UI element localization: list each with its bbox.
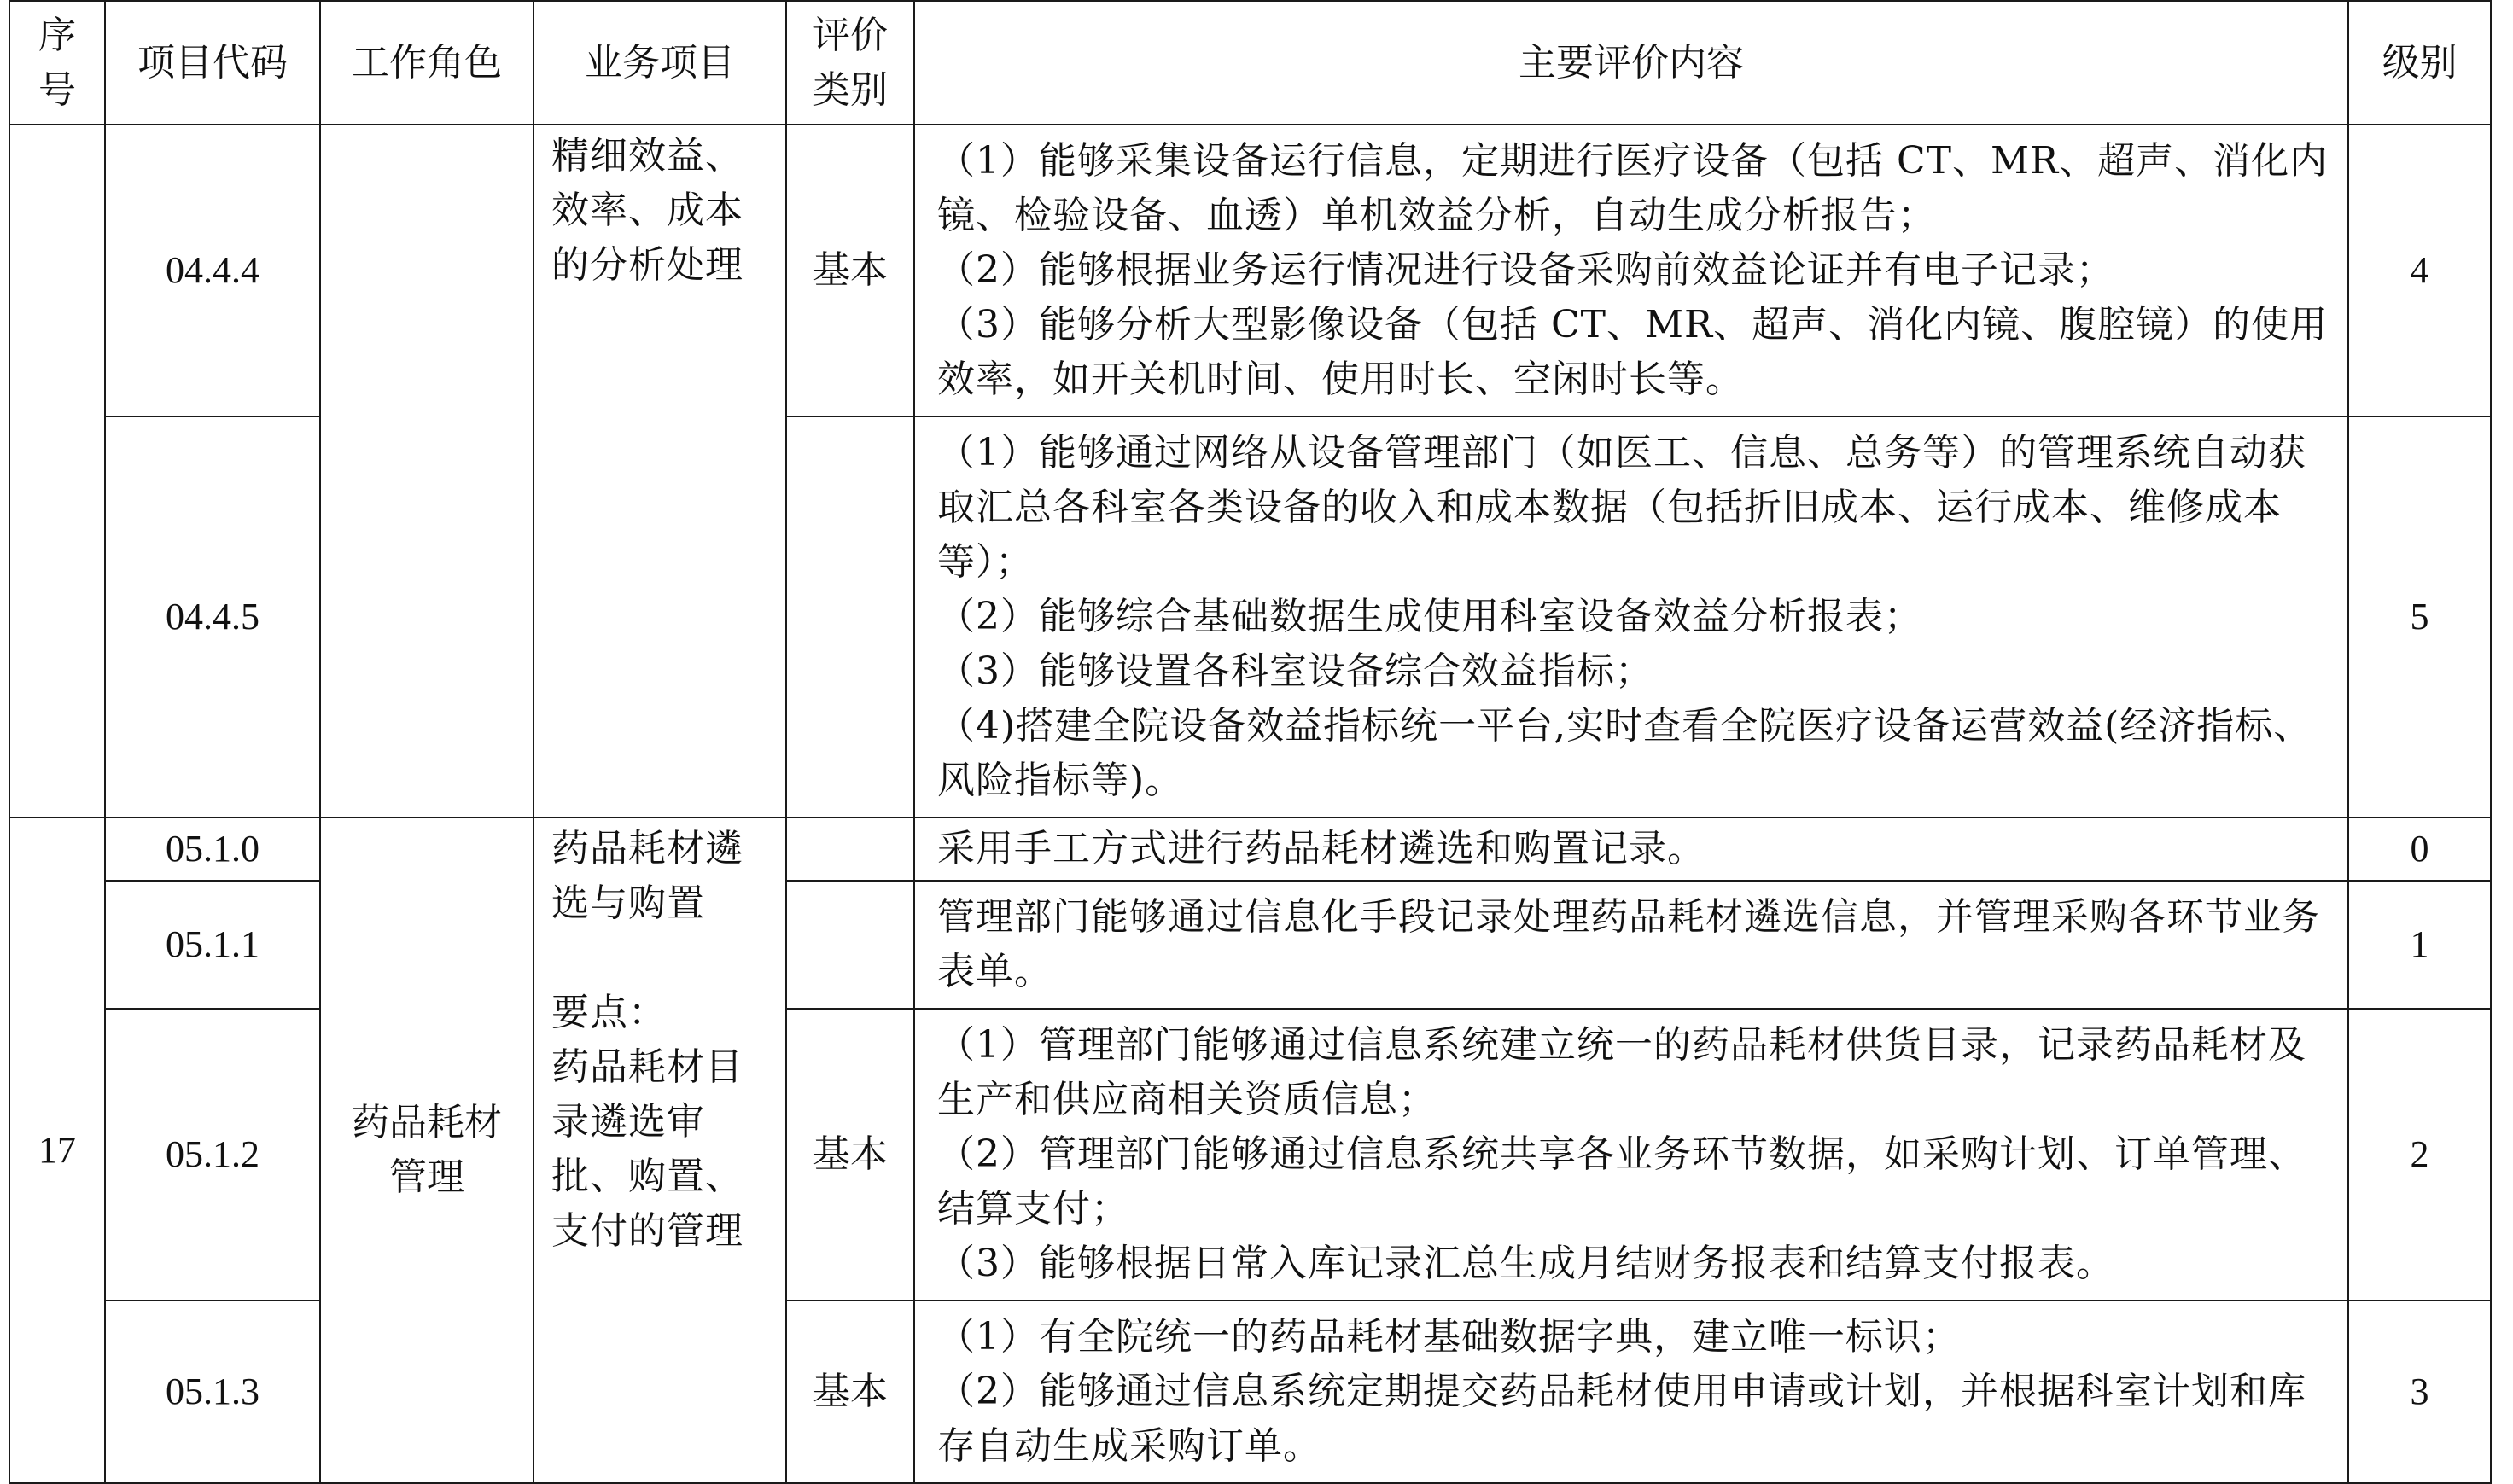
content-line: （1）管理部门能够通过信息系统建立统一的药品耗材供货目录，记录药品耗材及生产和供应商相关资质信息； <box>937 1023 2306 1121</box>
evaluation-table-sheet <box>9 0 2492 1484</box>
table-row <box>9 125 2491 416</box>
content-line: （2）能够通过信息系统定期提交药品耗材使用申请或计划，并根据科室计划和库存自动生成采购订单。 <box>937 1370 2306 1468</box>
business-title: 药品耗材遴选与购置 <box>551 827 743 925</box>
content-line: （2）能够根据业务运行情况进行设备采购前效益论证并有电子记录； <box>937 248 2114 292</box>
level-cell: 3 <box>2348 1301 2491 1483</box>
seq-cell-empty <box>9 125 105 818</box>
role-cell-empty <box>320 125 534 818</box>
business-cell <box>534 125 786 818</box>
content-line: 采用手工方式进行药品耗材遴选和购置记录。 <box>937 827 1705 870</box>
content-line: （1）能够通过网络从设备管理部门（如医工、信息、总务等）的管理系统自动获取汇总各科室各类设备的收入和成本数据（包括折旧成本、运行成本、维修成本等）； <box>937 431 2306 584</box>
content-line: 管理部门能够通过信息化手段记录处理药品耗材遴选信息，并管理采购各环节业务表单。 <box>937 895 2320 993</box>
category-cell: 基本 <box>786 1301 914 1483</box>
code-cell: 04.4.5 <box>105 416 320 818</box>
table-row <box>9 818 2491 881</box>
header-role: 工作角色 <box>320 1 534 125</box>
level-cell: 1 <box>2348 881 2491 1009</box>
code-cell: 04.4.4 <box>105 125 320 416</box>
role-cell <box>320 818 534 1483</box>
content-cell <box>914 1301 2348 1483</box>
content-cell <box>914 881 2348 1009</box>
header-row <box>9 1 2491 125</box>
header-category: 评价类别 <box>786 1 914 125</box>
content-line: （2）能够综合基础数据生成使用科室设备效益分析报表； <box>937 595 1922 638</box>
content-line: （3）能够根据日常入库记录汇总生成月结财务报表和结算支付报表。 <box>937 1242 2114 1285</box>
header-level: 级别 <box>2348 1 2491 125</box>
role-text: 药品耗材管理 <box>352 1101 502 1199</box>
level-cell: 5 <box>2348 416 2491 818</box>
code-cell: 05.1.3 <box>105 1301 320 1483</box>
content-cell <box>914 818 2348 881</box>
category-cell: 基本 <box>786 125 914 416</box>
header-seq: 序号 <box>9 1 105 125</box>
category-cell: 基本 <box>786 1009 914 1301</box>
header-business: 业务项目 <box>534 1 786 125</box>
category-cell <box>786 416 914 818</box>
code-cell: 05.1.0 <box>105 818 320 881</box>
seq-cell: 17 <box>9 818 105 1483</box>
content-line: （2）管理部门能够通过信息系统共享各业务环节数据，如采购计划、订单管理、结算支付； <box>937 1132 2306 1231</box>
content-cell <box>914 416 2348 818</box>
category-cell <box>786 818 914 881</box>
content-line: （3）能够设置各科室设备综合效益指标； <box>937 649 1653 693</box>
content-line: （1）能够采集设备运行信息，定期进行医疗设备（包括 CT、MR、超声、消化内镜、检验设备、血透）单机效益分析，自动生成分析报告； <box>937 139 2329 237</box>
content-line: （4)搭建全院设备效益指标统一平台,实时查看全院医疗设备运营效益(经济指标、风险指标等)。 <box>937 704 2312 802</box>
header-content: 主要评价内容 <box>914 1 2348 125</box>
business-text: 精细效益、效率、成本的分析处理 <box>551 134 743 287</box>
code-cell: 05.1.2 <box>105 1009 320 1301</box>
content-line: （1）有全院统一的药品耗材基础数据字典，建立唯一标识； <box>937 1315 1961 1359</box>
level-cell: 4 <box>2348 125 2491 416</box>
level-cell: 2 <box>2348 1009 2491 1301</box>
header-code: 项目代码 <box>105 1 320 125</box>
content-cell <box>914 125 2348 416</box>
business-cell <box>534 818 786 1483</box>
category-cell <box>786 881 914 1009</box>
content-cell <box>914 1009 2348 1301</box>
business-key-text: 药品耗材目录遴选审批、购置、支付的管理 <box>551 1045 743 1253</box>
evaluation-table <box>9 0 2492 1484</box>
business-gap <box>551 931 768 986</box>
business-key-label: 要点： <box>551 991 667 1034</box>
code-cell: 05.1.1 <box>105 881 320 1009</box>
level-cell: 0 <box>2348 818 2491 881</box>
content-line: （3）能够分析大型影像设备（包括 CT、MR、超声、消化内镜、腹腔镜）的使用效率，如开关机时间、使用时长、空闲时长等。 <box>937 303 2329 401</box>
